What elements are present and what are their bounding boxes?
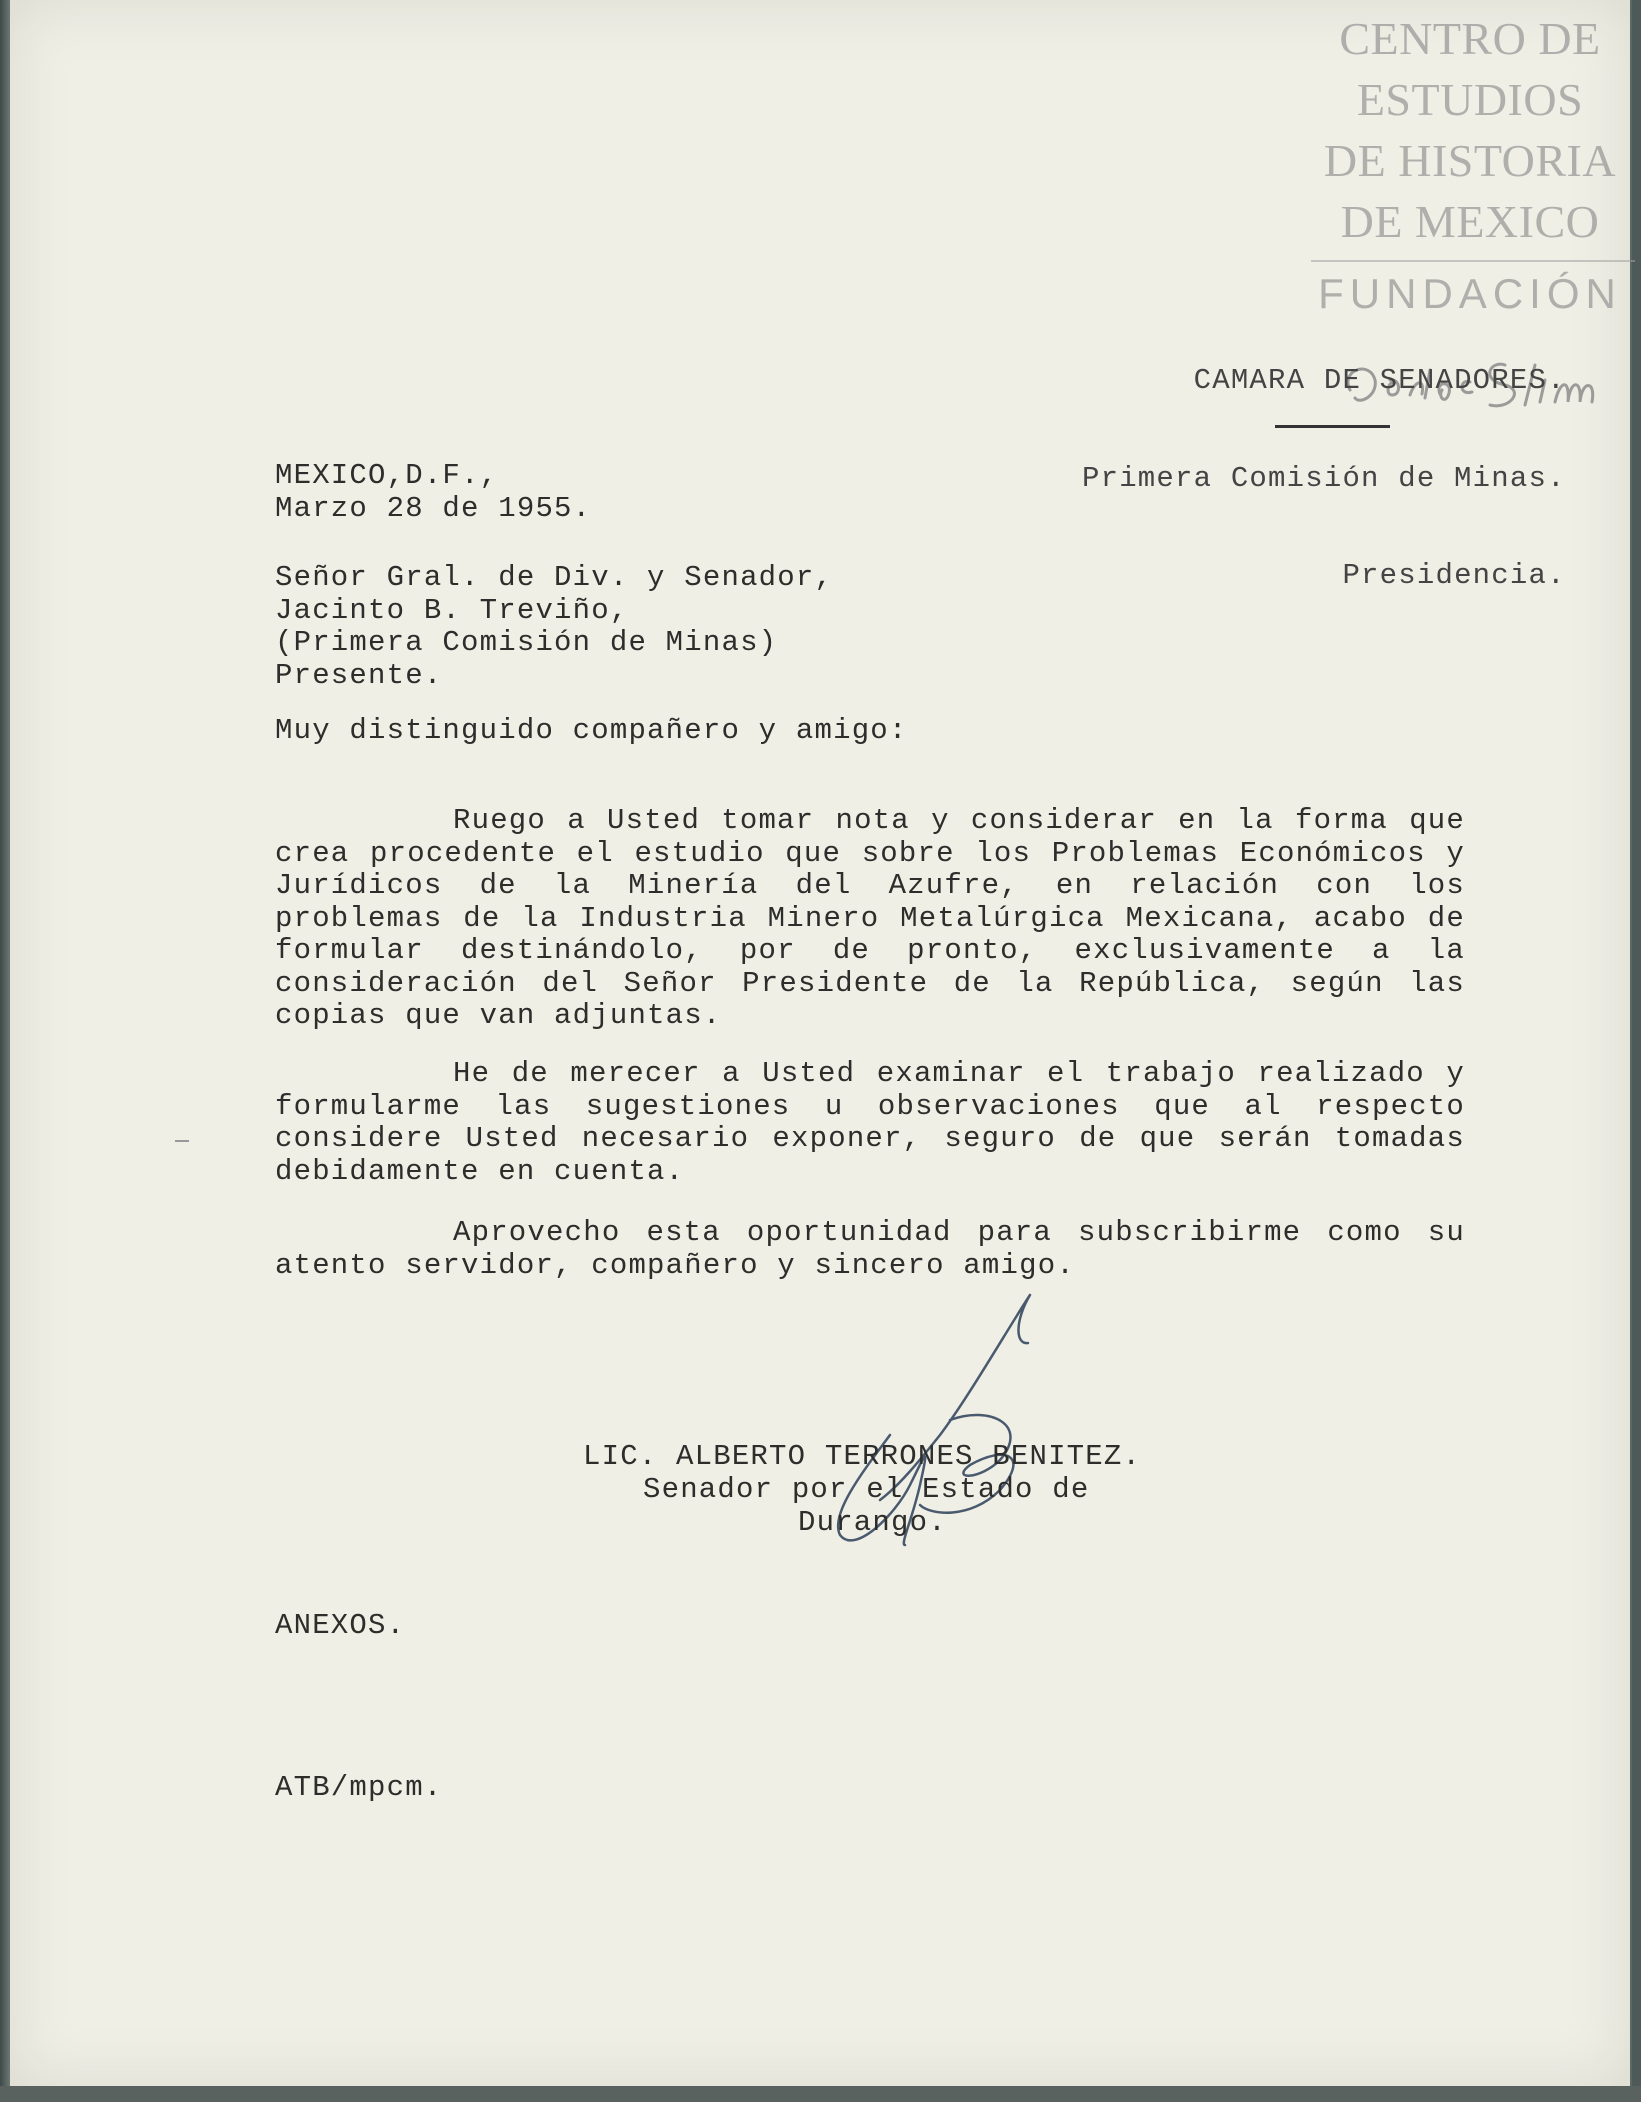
salutation: Muy distinguido compañero y amigo: [275, 714, 908, 747]
place-date-block [275, 460, 591, 525]
signer-name: LIC. ALBERTO TERRONES BENITEZ. [583, 1440, 1142, 1473]
signature-block [583, 1440, 1183, 1539]
letterhead-underline [1275, 425, 1390, 428]
letterhead-chamber: CAMARA DE SENADORES. [1193, 364, 1566, 397]
letterhead [1082, 300, 1566, 625]
watermark-line: ESTUDIOS [1356, 74, 1584, 125]
watermark-foundation: FUNDACIÓN [1318, 270, 1622, 317]
recipient-line: (Primera Comisión de Minas) [275, 626, 778, 659]
margin-mark [175, 1140, 189, 1142]
archive-watermark [1305, 8, 1635, 320]
body-paragraph: Aprovecho esta oportunidad para subscribirme como su atento servidor, compañero y sincero amigo. [275, 1216, 1465, 1282]
letterhead-office: Presidencia. [1342, 559, 1566, 592]
date: Marzo 28 de 1955. [275, 491, 592, 525]
signer-title: Senador por el Estado de [643, 1473, 1090, 1506]
watermark-line: DE MEXICO [1340, 196, 1600, 247]
scan-edge-bottom [0, 2086, 1641, 2102]
body-paragraph: Ruego a Usted tomar nota y considerar en la forma que crea procedente el estudio que sobre los Problemas Económicos y Jurídicos de la Minería del Azufre, en relación con los problemas de la Industria Minero Metalúrgica Mexicana, acabo de formular destinándolo, por de pronto, exclusivamente a la consideración del Señor Presidente de la República, según las copias que van adjuntas. [275, 804, 1465, 1032]
reference-initials: ATB/mpcm. [275, 1771, 443, 1804]
watermark-divider [1311, 260, 1635, 262]
recipient-line: Jacinto B. Treviño, [275, 593, 629, 627]
recipient-line: Señor Gral. de Div. y Senador, [275, 561, 834, 594]
annex-note: ANEXOS. [275, 1609, 406, 1642]
recipient-line: Presente. [275, 658, 443, 692]
body-paragraph: He de merecer a Usted examinar el trabajo realizado y formularme las sugestiones u observaciones que al respecto considere Usted necesario exponer, seguro de que serán tomadas debidamente en cuenta. [275, 1057, 1465, 1188]
letterhead-commission: Primera Comisión de Minas. [1082, 461, 1566, 495]
signer-state: Durango. [798, 1506, 947, 1539]
recipient-block [275, 562, 833, 692]
place: MEXICO,D.F., [275, 459, 499, 492]
watermark-line: DE HISTORIA [1323, 135, 1617, 186]
watermark-line: CENTRO DE [1339, 13, 1601, 64]
